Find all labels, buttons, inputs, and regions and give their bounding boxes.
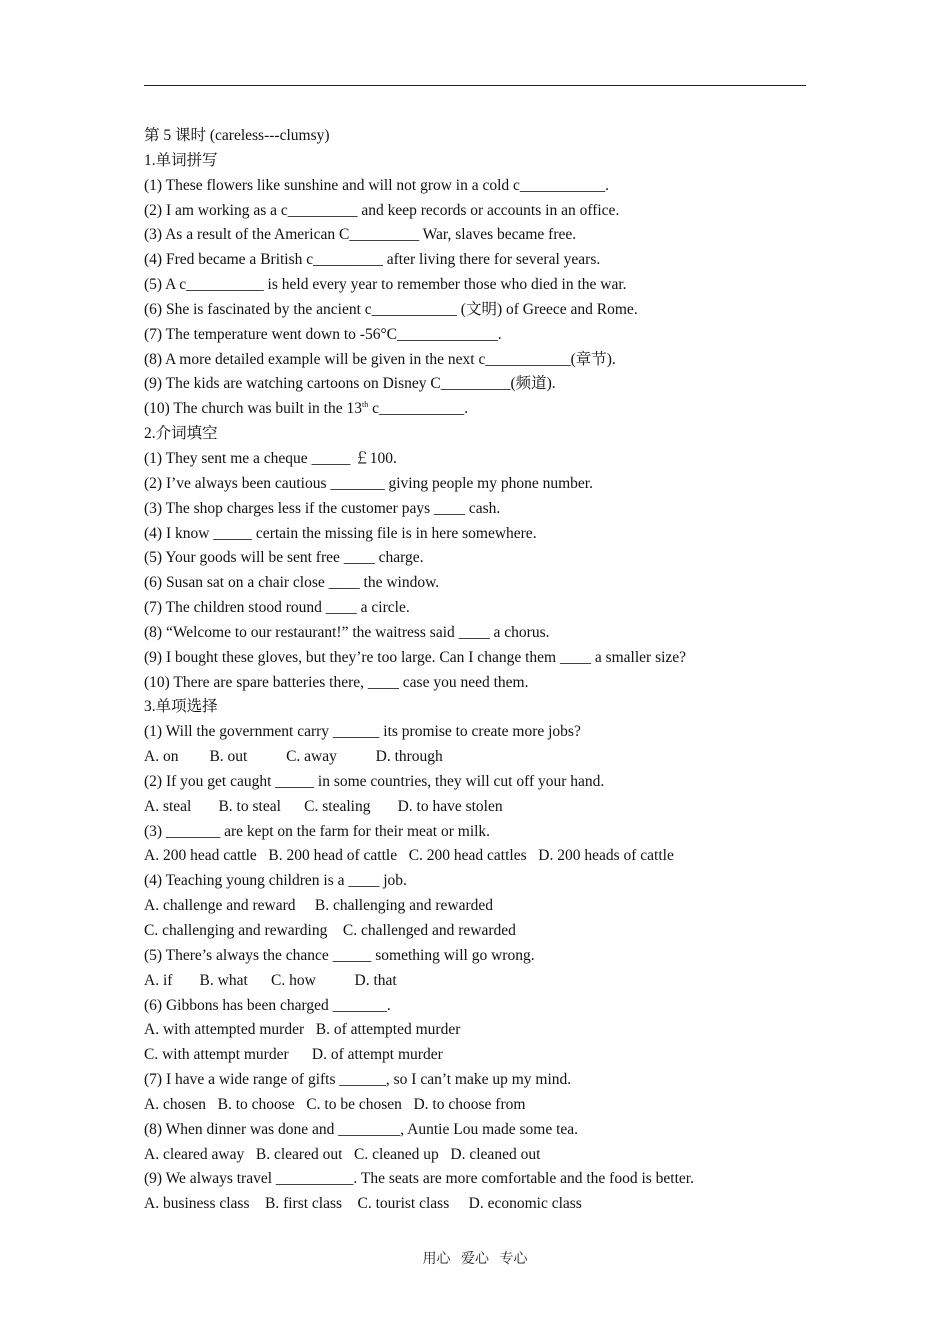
spelling-item-4: (4) Fred became a British c_________ after living there for several years.: [144, 251, 601, 269]
choice-options-4a: A. challenge and reward B. challenging and rewarded: [144, 897, 494, 915]
spelling-item-9: (9) The kids are watching cartoons on Disney C_________(频道).: [144, 375, 556, 393]
choice-question-4: (4) Teaching young children is a ____ job.: [144, 872, 407, 890]
section-heading-spelling: 1.单词拼写: [144, 151, 218, 169]
spelling-item-1: (1) These flowers like sunshine and will not grow in a cold c___________.: [144, 176, 610, 194]
preposition-item-1: (1) They sent me a cheque _____ ￡100.: [144, 449, 397, 467]
choice-question-2: (2) If you get caught _____ in some countries, they will cut off your hand.: [144, 772, 605, 790]
spelling-item-5: (5) A c__________ is held every year to remember those who died in the war.: [144, 276, 627, 294]
lesson-title: 第 5 课时 (careless---clumsy): [144, 127, 330, 144]
preposition-item-6: (6) Susan sat on a chair close ____ the window.: [144, 574, 440, 592]
preposition-item-8: (8) “Welcome to our restaurant!” the waitress said ____ a chorus.: [144, 623, 550, 641]
preposition-item-5: (5) Your goods will be sent free ____ charge.: [144, 549, 424, 567]
spelling-item-10-prefix: (10) The church was built in the 13: [144, 400, 362, 418]
spelling-item-2: (2) I am working as a c_________ and keep records or accounts in an office.: [144, 201, 620, 219]
spelling-item-3: (3) As a result of the American C_________ War, slaves became free.: [144, 226, 577, 244]
choice-options-3: A. 200 head cattle B. 200 head of cattle C. 200 head cattles D. 200 heads of cattle: [144, 847, 674, 865]
preposition-item-7: (7) The children stood round ____ a circle.: [144, 599, 410, 617]
choice-question-6: (6) Gibbons has been charged _______.: [144, 996, 391, 1014]
choice-question-9: (9) We always travel __________. The seats are more comfortable and the food is better.: [144, 1170, 694, 1188]
choice-options-6a: A. with attempted murder B. of attempted murder: [144, 1021, 461, 1039]
preposition-item-3: (3) The shop charges less if the customer pays ____ cash.: [144, 499, 501, 517]
spelling-item-7: (7) The temperature went down to -56°C_____________.: [144, 325, 502, 343]
choice-options-9: A. business class B. first class C. tourist class D. economic class: [144, 1195, 582, 1213]
spelling-item-10: [144, 397, 814, 422]
choice-question-1: (1) Will the government carry ______ its promise to create more jobs?: [144, 723, 581, 741]
section-heading-multiple-choice: 3.单项选择: [144, 698, 218, 716]
page-footer: 用心 爱心 专心: [422, 1252, 528, 1267]
preposition-item-2: (2) I’ve always been cautious _______ giving people my phone number.: [144, 474, 593, 492]
choice-question-5: (5) There’s always the chance _____ something will go wrong.: [144, 946, 535, 964]
spelling-item-6: (6) She is fascinated by the ancient c___________ (文明) of Greece and Rome.: [144, 300, 638, 318]
choice-question-8: (8) When dinner was done and ________, Auntie Lou made some tea.: [144, 1120, 579, 1138]
ordinal-suffix: th: [361, 400, 369, 410]
spelling-item-8: (8) A more detailed example will be given in the next c___________(章节).: [144, 350, 616, 368]
document-body: [144, 124, 814, 1217]
choice-options-8: A. cleared away B. cleared out C. cleaned up D. cleaned out: [144, 1145, 541, 1163]
choice-question-3: (3) _______ are kept on the farm for their meat or milk.: [144, 822, 491, 840]
choice-question-7: (7) I have a wide range of gifts ______, so I can’t make up my mind.: [144, 1071, 572, 1089]
choice-options-5: A. if B. what C. how D. that: [144, 971, 397, 989]
choice-options-4b: C. challenging and rewarding C. challenged and rewarded: [144, 922, 516, 939]
spelling-item-10-suffix: c___________.: [368, 400, 469, 418]
choice-options-7: A. chosen B. to choose C. to be chosen D. to choose from: [144, 1095, 526, 1113]
preposition-item-9: (9) I bought these gloves, but they’re too large. Can I change them ____ a smaller size?: [144, 648, 687, 666]
choice-options-2: A. steal B. to steal C. stealing D. to have stolen: [144, 797, 503, 815]
choice-options-6b: C. with attempt murder D. of attempt murder: [144, 1046, 443, 1064]
preposition-item-4: (4) I know _____ certain the missing file is in here somewhere.: [144, 524, 537, 542]
preposition-item-10: (10) There are spare batteries there, ____ case you need them.: [144, 673, 529, 691]
header-rule: [144, 85, 806, 86]
section-heading-prepositions: 2.介词填空: [144, 425, 218, 443]
choice-options-1: A. on B. out C. away D. through: [144, 748, 443, 766]
